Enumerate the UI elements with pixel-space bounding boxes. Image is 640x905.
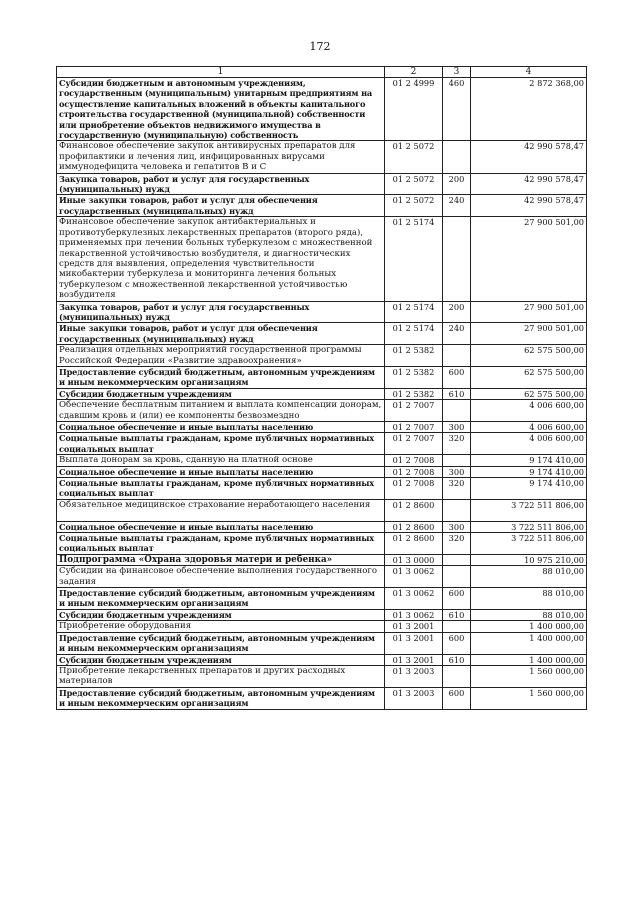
row-type-cell: 200 xyxy=(443,301,471,323)
row-amount-cell: 2 872 368,00 xyxy=(471,78,587,141)
row-name-cell: Субсидии на финансовое обеспечение выполнения государственного задания xyxy=(57,566,385,588)
table-row xyxy=(57,366,587,388)
row-name-cell: Социальные выплаты гражданам, кроме публичных нормативных социальных выплат xyxy=(57,533,385,555)
row-type-cell xyxy=(443,455,471,466)
table-row xyxy=(57,195,587,217)
budget-table xyxy=(56,66,587,710)
row-type-cell xyxy=(443,400,471,422)
row-type-cell: 610 xyxy=(443,654,471,665)
row-name-cell: Закупка товаров, работ и услуг для государственных (муниципальных) нужд xyxy=(57,173,385,195)
row-code-cell: 01 2 7007 xyxy=(385,433,443,455)
row-type-cell: 300 xyxy=(443,521,471,532)
row-name-cell: Субсидии бюджетным учреждениям xyxy=(57,388,385,399)
row-amount-cell: 1 560 000,00 xyxy=(471,687,587,709)
row-name-cell: Подпрограмма «Охрана здоровья матери и ребенка» xyxy=(57,554,385,565)
column-header-name: 1 xyxy=(57,67,385,78)
row-type-cell: 600 xyxy=(443,632,471,654)
row-name-cell: Социальное обеспечение и иные выплаты населению xyxy=(57,422,385,433)
column-header-type: 3 xyxy=(443,67,471,78)
table-row xyxy=(57,533,587,555)
row-name-cell: Социальное обеспечение и иные выплаты населению xyxy=(57,521,385,532)
row-amount-cell: 42 990 578,47 xyxy=(471,173,587,195)
row-code-cell: 01 2 7008 xyxy=(385,466,443,477)
table-row xyxy=(57,499,587,521)
row-type-cell: 320 xyxy=(443,478,471,500)
table-header-row xyxy=(57,67,587,78)
table-row xyxy=(57,665,587,687)
table-row xyxy=(57,566,587,588)
table-row xyxy=(57,345,587,367)
row-amount-cell: 4 006 600,00 xyxy=(471,400,587,422)
row-amount-cell: 1 400 000,00 xyxy=(471,621,587,632)
table-row xyxy=(57,687,587,709)
row-code-cell: 01 2 8600 xyxy=(385,499,443,521)
row-name-cell: Иные закупки товаров, работ и услуг для обеспечения государственных (муниципальных) нужд xyxy=(57,195,385,217)
row-amount-cell: 42 990 578,47 xyxy=(471,195,587,217)
row-name-cell: Социальные выплаты гражданам, кроме публичных нормативных социальных выплат xyxy=(57,433,385,455)
row-type-cell: 600 xyxy=(443,366,471,388)
table-row xyxy=(57,654,587,665)
row-amount-cell: 1 560 000,00 xyxy=(471,665,587,687)
row-code-cell: 01 2 4999 xyxy=(385,78,443,141)
row-type-cell: 300 xyxy=(443,466,471,477)
row-name-cell: Приобретение лекарственных препаратов и других расходных материалов xyxy=(57,665,385,687)
row-type-cell: 320 xyxy=(443,433,471,455)
row-amount-cell: 4 006 600,00 xyxy=(471,422,587,433)
row-code-cell: 01 2 8600 xyxy=(385,521,443,532)
table-row xyxy=(57,141,587,173)
row-code-cell: 01 3 2003 xyxy=(385,665,443,687)
row-code-cell: 01 3 2001 xyxy=(385,621,443,632)
row-amount-cell: 62 575 500,00 xyxy=(471,366,587,388)
row-name-cell: Субсидии бюджетным учреждениям xyxy=(57,609,385,620)
row-code-cell: 01 3 0062 xyxy=(385,566,443,588)
row-amount-cell: 9 174 410,00 xyxy=(471,455,587,466)
row-type-cell: 610 xyxy=(443,609,471,620)
table-row xyxy=(57,478,587,500)
row-amount-cell: 27 900 501,00 xyxy=(471,217,587,301)
table-row xyxy=(57,433,587,455)
row-name-cell: Субсидии бюджетным учреждениям xyxy=(57,654,385,665)
row-type-cell: 600 xyxy=(443,687,471,709)
row-type-cell xyxy=(443,621,471,632)
row-name-cell: Финансовое обеспечение закупок антибактериальных и противотуберкулезных лекарственных препаратов (второго ряда), применяемых при лечении больных туберкулезом с множественной лекарственной устойчивостью возбудителя, и диагностических средств для выявления, определения чувствительности микобактерии туберкулеза и мониторинга лечения больных туберкулезом с множественной лекарственной устойчивостью возбудителя xyxy=(57,217,385,301)
row-name-cell: Предоставление субсидий бюджетным, автономным учреждениям и иным некоммерческим организациям xyxy=(57,366,385,388)
row-amount-cell: 27 900 501,00 xyxy=(471,301,587,323)
row-code-cell: 01 2 7007 xyxy=(385,422,443,433)
row-code-cell: 01 2 5072 xyxy=(385,195,443,217)
row-type-cell xyxy=(443,499,471,521)
table-row xyxy=(57,609,587,620)
column-header-code: 2 xyxy=(385,67,443,78)
row-name-cell: Иные закупки товаров, работ и услуг для обеспечения государственных (муниципальных) нужд xyxy=(57,323,385,345)
row-code-cell: 01 3 2001 xyxy=(385,632,443,654)
table-row xyxy=(57,521,587,532)
row-code-cell: 01 2 7008 xyxy=(385,455,443,466)
row-type-cell: 200 xyxy=(443,173,471,195)
row-type-cell: 320 xyxy=(443,533,471,555)
row-amount-cell: 88 010,00 xyxy=(471,609,587,620)
row-code-cell: 01 3 0000 xyxy=(385,554,443,565)
row-type-cell xyxy=(443,141,471,173)
row-code-cell: 01 2 7008 xyxy=(385,478,443,500)
row-name-cell: Предоставление субсидий бюджетным, автономным учреждениям и иным некоммерческим организациям xyxy=(57,632,385,654)
table-row xyxy=(57,301,587,323)
row-name-cell: Обязательное медицинское страхование неработающего населения xyxy=(57,499,385,521)
row-amount-cell: 3 722 511 806,00 xyxy=(471,521,587,532)
row-code-cell: 01 2 5072 xyxy=(385,141,443,173)
row-amount-cell: 10 975 210,00 xyxy=(471,554,587,565)
row-code-cell: 01 2 5382 xyxy=(385,366,443,388)
row-code-cell: 01 2 5174 xyxy=(385,323,443,345)
row-name-cell: Закупка товаров, работ и услуг для государственных (муниципальных) нужд xyxy=(57,301,385,323)
row-amount-cell: 4 006 600,00 xyxy=(471,433,587,455)
table-row xyxy=(57,621,587,632)
table-row xyxy=(57,217,587,301)
row-name-cell: Социальные выплаты гражданам, кроме публичных нормативных социальных выплат xyxy=(57,478,385,500)
page-number: 172 xyxy=(309,40,331,53)
row-type-cell: 460 xyxy=(443,78,471,141)
table-row xyxy=(57,466,587,477)
table-body xyxy=(57,78,587,710)
row-amount-cell: 62 575 500,00 xyxy=(471,345,587,367)
row-name-cell: Реализация отдельных мероприятий государственной программы Российской Федерации «Развитие здравоохранения» xyxy=(57,345,385,367)
row-code-cell: 01 2 5072 xyxy=(385,173,443,195)
table-row xyxy=(57,455,587,466)
table-row xyxy=(57,173,587,195)
table-row xyxy=(57,78,587,141)
row-amount-cell: 3 722 511 806,00 xyxy=(471,499,587,521)
row-amount-cell: 3 722 511 806,00 xyxy=(471,533,587,555)
row-code-cell: 01 3 2003 xyxy=(385,687,443,709)
row-type-cell xyxy=(443,217,471,301)
column-header-amount: 4 xyxy=(471,67,587,78)
row-code-cell: 01 2 5174 xyxy=(385,217,443,301)
row-amount-cell: 9 174 410,00 xyxy=(471,466,587,477)
row-code-cell: 01 3 2001 xyxy=(385,654,443,665)
row-code-cell: 01 2 7007 xyxy=(385,400,443,422)
row-name-cell: Финансовое обеспечение закупок антивирусных препаратов для профилактики и лечения лиц, инфицированных вирусами иммунодефицита человека и гепатитов В и С xyxy=(57,141,385,173)
row-code-cell: 01 2 5382 xyxy=(385,388,443,399)
row-code-cell: 01 3 0062 xyxy=(385,588,443,610)
row-name-cell: Приобретение оборудования xyxy=(57,621,385,632)
table-row xyxy=(57,632,587,654)
table-row xyxy=(57,554,587,565)
row-amount-cell: 1 400 000,00 xyxy=(471,654,587,665)
table-row xyxy=(57,422,587,433)
row-type-cell xyxy=(443,345,471,367)
row-name-cell: Обеспечение бесплатным питанием и выплата компенсации донорам, сдавшим кровь и (или) ее компоненты безвозмездно xyxy=(57,400,385,422)
table-row xyxy=(57,588,587,610)
row-type-cell: 240 xyxy=(443,195,471,217)
table-row xyxy=(57,323,587,345)
row-amount-cell: 1 400 000,00 xyxy=(471,632,587,654)
row-name-cell: Субсидии бюджетным и автономным учреждениям, государственным (муниципальным) унитарным предприятиям на осуществление капитальных вложений в объекты капитального строительства государственной (муниципальной) собственности или приобретение объектов недвижимого имущества в государственную (муниципальную) собственность xyxy=(57,78,385,141)
row-type-cell: 600 xyxy=(443,588,471,610)
row-amount-cell: 88 010,00 xyxy=(471,588,587,610)
table-row xyxy=(57,400,587,422)
row-name-cell: Предоставление субсидий бюджетным, автономным учреждениям и иным некоммерческим организациям xyxy=(57,687,385,709)
row-type-cell: 300 xyxy=(443,422,471,433)
row-type-cell: 610 xyxy=(443,388,471,399)
row-type-cell xyxy=(443,554,471,565)
row-amount-cell: 88 010,00 xyxy=(471,566,587,588)
row-code-cell: 01 2 5382 xyxy=(385,345,443,367)
row-name-cell: Предоставление субсидий бюджетным, автономным учреждениям и иным некоммерческим организациям xyxy=(57,588,385,610)
row-type-cell xyxy=(443,566,471,588)
row-amount-cell: 62 575 500,00 xyxy=(471,388,587,399)
table-row xyxy=(57,388,587,399)
row-code-cell: 01 3 0062 xyxy=(385,609,443,620)
row-code-cell: 01 2 5174 xyxy=(385,301,443,323)
row-type-cell: 240 xyxy=(443,323,471,345)
row-code-cell: 01 2 8600 xyxy=(385,533,443,555)
row-amount-cell: 9 174 410,00 xyxy=(471,478,587,500)
row-amount-cell: 27 900 501,00 xyxy=(471,323,587,345)
row-name-cell: Социальное обеспечение и иные выплаты населению xyxy=(57,466,385,477)
row-name-cell: Выплата донорам за кровь, сданную на платной основе xyxy=(57,455,385,466)
row-type-cell xyxy=(443,665,471,687)
row-amount-cell: 42 990 578,47 xyxy=(471,141,587,173)
